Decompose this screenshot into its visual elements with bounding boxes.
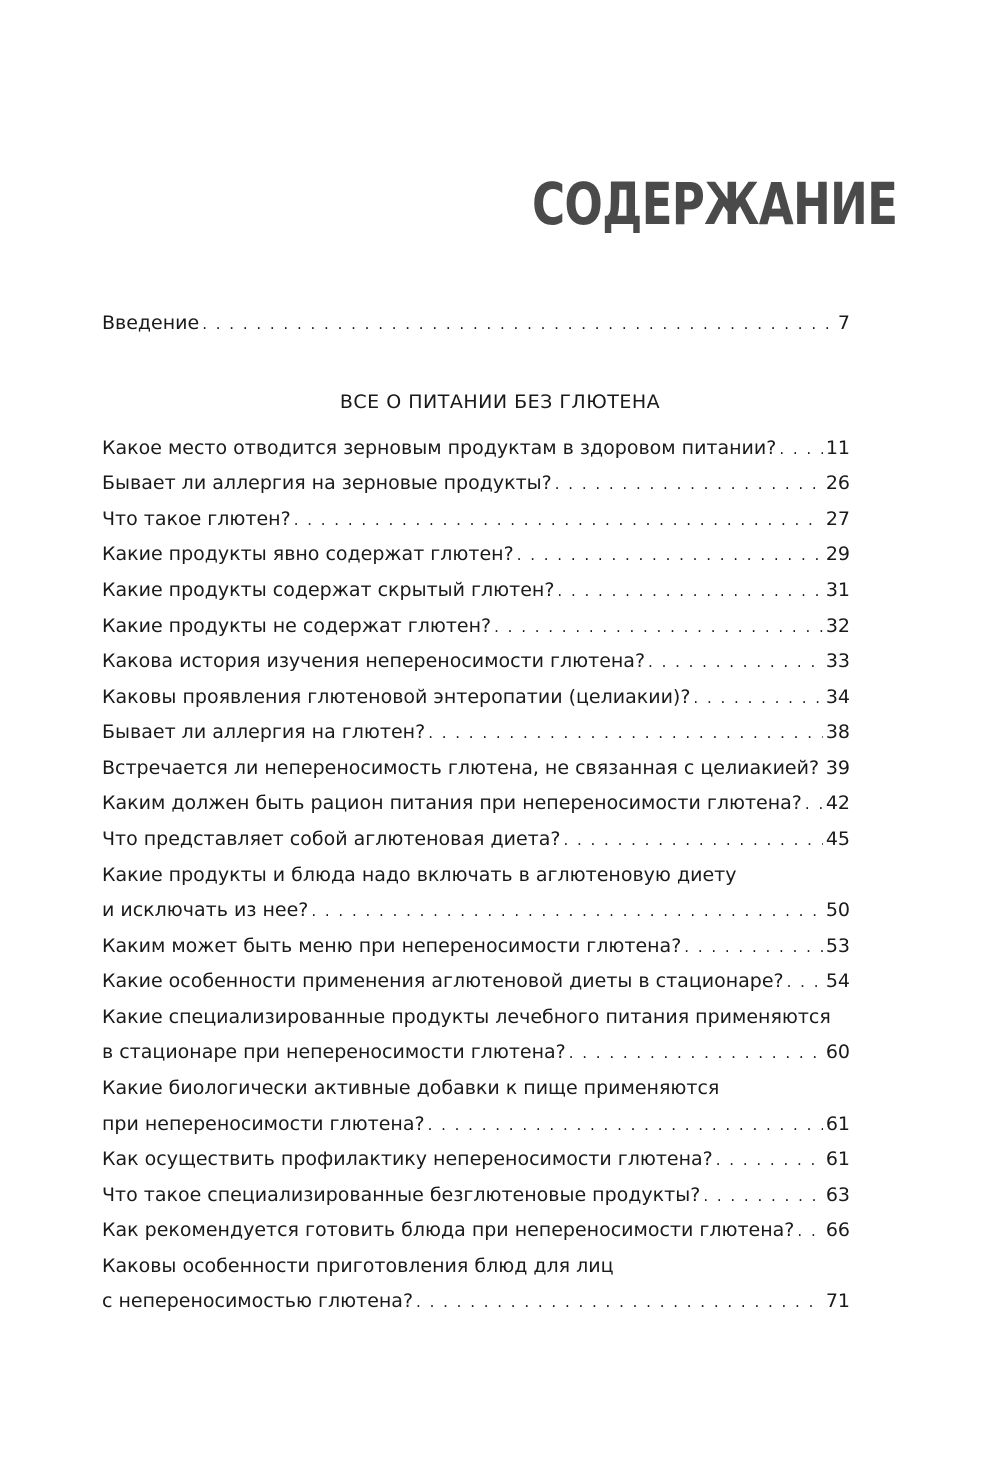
dot-leader (416, 1293, 823, 1311)
dot-leader (557, 582, 822, 600)
toc-entry[interactable] (102, 686, 850, 716)
toc-page-number: 32 (825, 615, 850, 637)
dot-leader (684, 938, 823, 956)
toc-page-number: 60 (825, 1041, 850, 1063)
toc-page-number: 63 (825, 1184, 850, 1206)
dot-leader (805, 795, 823, 813)
toc-entry-title: Как рекомендуется готовить блюда при непереносимости глютена? (102, 1219, 795, 1241)
toc-entry[interactable] (102, 899, 850, 929)
dot-leader (294, 511, 823, 529)
page-title: СОДЕРЖАНИЕ (531, 170, 897, 238)
toc-entry-title: с непереносимостью глютена? (102, 1290, 414, 1312)
toc-entry-title: Какие продукты не содержат глютен? (102, 615, 492, 637)
toc-page-number: 61 (825, 1148, 850, 1170)
toc-entry[interactable] (102, 828, 850, 858)
toc-entry-title: Бывает ли аллергия на зерновые продукты? (102, 472, 552, 494)
toc-page-number: 38 (825, 721, 850, 743)
toc-entry[interactable] (102, 757, 850, 787)
toc-entry-title: и исключать из нее? (102, 899, 309, 921)
toc-entry-first-line: Какие специализированные продукты лечебного питания применяются (102, 1006, 831, 1028)
toc-entry[interactable] (102, 1184, 850, 1214)
toc-page-number: 34 (825, 686, 850, 708)
dot-leader (517, 546, 823, 564)
dot-leader (703, 1187, 823, 1205)
dot-leader (428, 724, 823, 742)
toc-entry-first-line: Какие продукты и блюда надо включать в аглютеновую диету (102, 864, 737, 886)
toc-entry[interactable] (102, 1041, 850, 1071)
toc-entry[interactable] (102, 543, 850, 573)
toc-entry-first-line: Какие биологически активные добавки к пище применяются (102, 1077, 720, 1099)
toc-entry[interactable] (102, 1148, 850, 1178)
toc-entry-title: Какова история изучения непереносимости глютена? (102, 650, 646, 672)
toc-entry[interactable] (102, 472, 850, 502)
toc-page-number: 11 (825, 437, 850, 459)
toc-entry-intro[interactable] (102, 312, 850, 342)
toc-entry-title: Что такое глютен? (102, 508, 291, 530)
toc-entry-title: Что такое специализированные безглютеновые продукты? (102, 1184, 701, 1206)
toc-page-number: 54 (825, 970, 850, 992)
toc-entry-title: Какие продукты явно содержат глютен? (102, 543, 514, 565)
toc-page-number: 42 (825, 792, 850, 814)
toc-entry[interactable] (102, 1290, 850, 1320)
dot-leader (428, 1116, 823, 1134)
toc-entry-title: Какое место отводится зерновым продуктам в здоровом питании? (102, 437, 777, 459)
dot-leader (555, 475, 823, 493)
toc-entry-title: Бывает ли аллергия на глютен? (102, 721, 426, 743)
toc-page-number: 61 (825, 1113, 850, 1135)
toc-entry[interactable] (102, 721, 850, 751)
toc-page-number: 31 (825, 579, 850, 601)
toc-page-number: 45 (825, 828, 850, 850)
toc-page-number: 50 (825, 899, 850, 921)
toc-entry[interactable] (102, 579, 850, 609)
toc-page-number: 53 (825, 935, 850, 957)
dot-leader (494, 618, 823, 636)
toc-entry[interactable] (102, 792, 850, 822)
toc-entry-title: в стационаре при непереносимости глютена? (102, 1041, 566, 1063)
toc-entry-title: Каким может быть меню при непереносимости глютена? (102, 935, 682, 957)
toc-entry-title: Каким должен быть рацион питания при непереносимости глютена? (102, 792, 802, 814)
toc-page-number: 39 (825, 757, 850, 779)
toc-entry-title: при непереносимости глютена? (102, 1113, 425, 1135)
dot-leader (779, 440, 822, 458)
toc-page-number: 27 (825, 508, 850, 530)
dot-leader (787, 973, 823, 991)
toc-entry-title: Что представляет собой аглютеновая диета? (102, 828, 561, 850)
dot-leader (822, 760, 823, 778)
dot-leader (311, 902, 822, 920)
toc-page-number: 29 (825, 543, 850, 565)
toc-entry-title: Какие продукты содержат скрытый глютен? (102, 579, 555, 601)
toc-entry-title: Введение (102, 312, 200, 334)
toc-entry-title: Как осуществить профилактику непереносимости глютена? (102, 1148, 713, 1170)
toc-page-number: 26 (825, 472, 850, 494)
toc-entry[interactable] (102, 508, 850, 538)
toc-entry[interactable] (102, 650, 850, 680)
dot-leader (716, 1151, 823, 1169)
section-heading: ВСЕ О ПИТАНИИ БЕЗ ГЛЮТЕНА (339, 391, 661, 413)
toc-entry[interactable] (102, 437, 850, 467)
toc-entry[interactable] (102, 1113, 850, 1143)
toc-entry-title: Каковы проявления глютеновой энтеропатии (целиакии)? (102, 686, 691, 708)
toc-entry-title: Какие особенности применения аглютеновой диеты в стационаре? (102, 970, 784, 992)
toc-page-number: 33 (825, 650, 850, 672)
dot-leader (693, 689, 822, 707)
toc-entry-title: Встречается ли непереносимость глютена, не связанная с целиакией? (102, 757, 820, 779)
dot-leader (563, 831, 822, 849)
toc-page-number: 66 (825, 1219, 850, 1241)
toc-entry[interactable] (102, 970, 850, 1000)
dot-leader (202, 315, 835, 333)
dot-leader (648, 653, 823, 671)
dot-leader (569, 1044, 823, 1062)
toc-page-number: 71 (825, 1290, 850, 1312)
toc-entry[interactable] (102, 1219, 850, 1249)
toc-entry-first-line: Каковы особенности приготовления блюд для лиц (102, 1255, 614, 1277)
toc-page-number: 7 (837, 312, 850, 334)
dot-leader (797, 1222, 822, 1240)
toc-entry[interactable] (102, 935, 850, 965)
toc-entry[interactable] (102, 615, 850, 645)
